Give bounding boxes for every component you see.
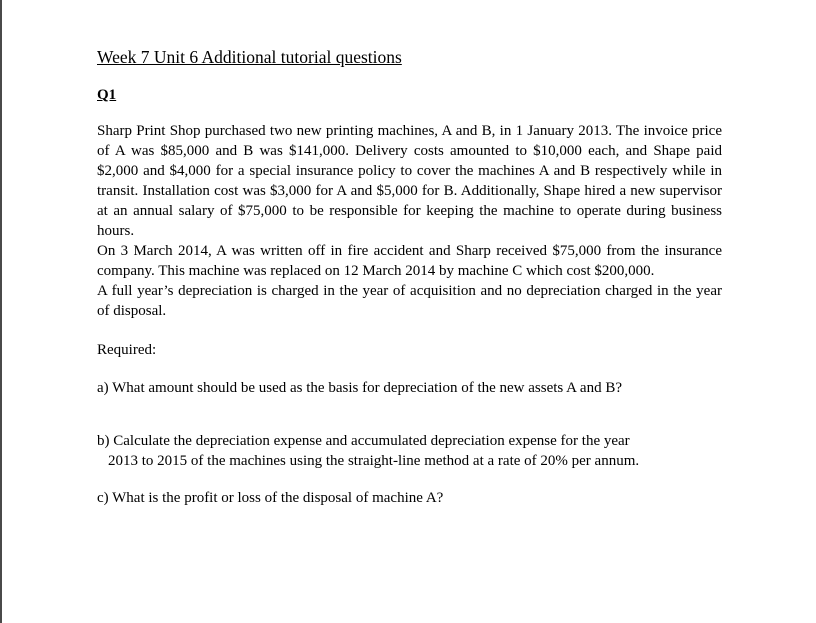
question-paragraph-3: A full year’s depreciation is charged in the year of acquisition and no depreciation charged in the year of disposal.: [97, 283, 722, 319]
question-label: Q1: [97, 87, 117, 103]
sub-question-b-line-1: b) Calculate the depreciation expense and accumulated depreciation expense for the year: [97, 433, 630, 449]
sub-question-c: c) What is the profit or loss of the disposal of machine A?: [97, 490, 444, 506]
page-edge-rule: [0, 0, 2, 623]
sub-question-b-line-2: 2013 to 2015 of the machines using the straight-line method at a rate of 20% per annum.: [108, 453, 640, 469]
sub-question-a: a) What amount should be used as the basis for depreciation of the new assets A and B?: [97, 380, 623, 396]
required-label: Required:: [97, 342, 157, 358]
question-paragraph-2: On 3 March 2014, A was written off in fire accident and Sharp received $75,000 from the insurance company. This machine was replaced on 12 March 2014 by machine C which cost $200,000.: [97, 243, 722, 279]
sub-question-b: [97, 431, 722, 471]
question-paragraph-1: Sharp Print Shop purchased two new printing machines, A and B, in 1 January 2013. The invoice price of A was $85,000 and B was $141,000. Delivery costs amounted to $10,000 each, and Shape paid $2,000 and $4,000 for a special insurance policy to cover the machines A and B respectively while in transit. Installation cost was $3,000 for A and $5,000 for B. Additionally, Shape hired a new supervisor at an annual salary of $75,000 to be responsible for keeping the machine to operate during business hours.: [97, 123, 722, 239]
document-title: Week 7 Unit 6 Additional tutorial questions: [97, 47, 402, 67]
document-page: [97, 46, 722, 508]
